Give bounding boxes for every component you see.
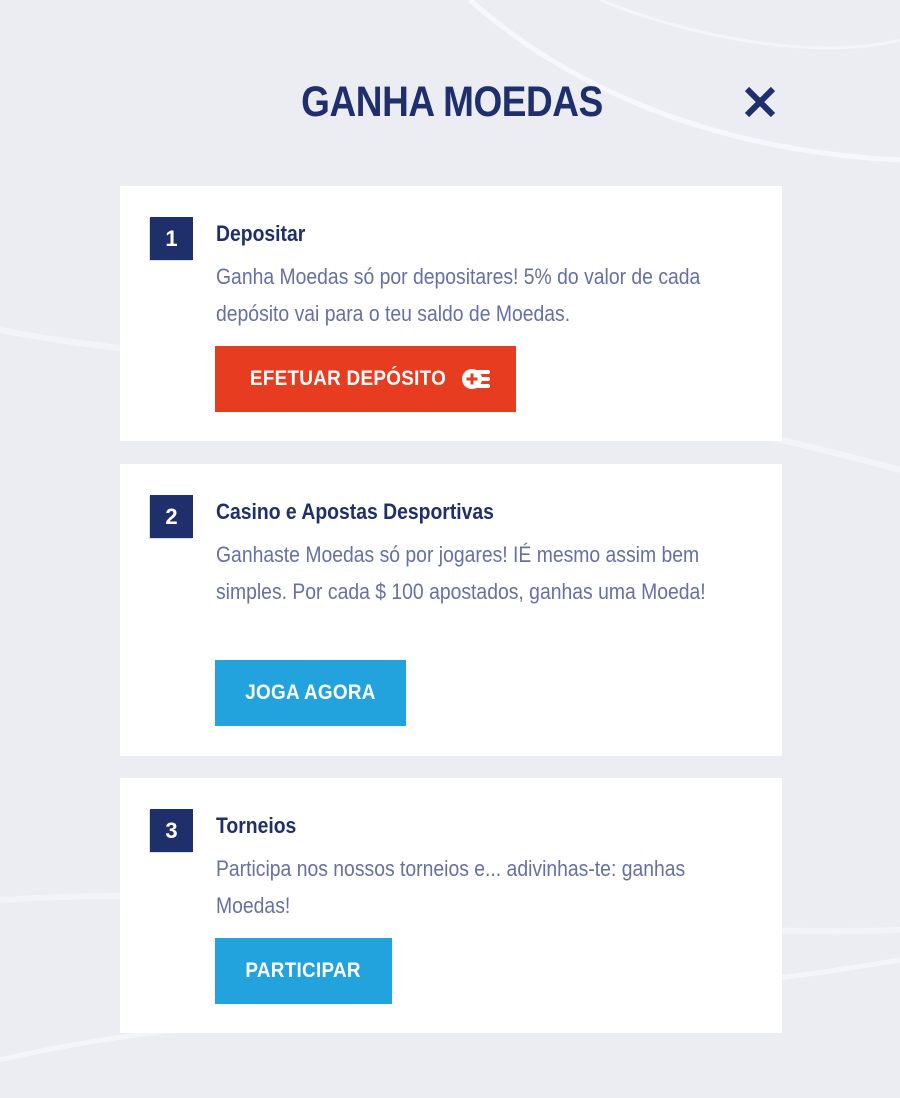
play-now-button-label: JOGA AGORA (245, 681, 376, 704)
coins-plus-icon (460, 366, 492, 392)
step-title: Casino e Apostas Desportivas (216, 499, 494, 524)
close-button[interactable] (740, 82, 780, 122)
step-description: Participa nos nossos torneios e... adivinhas-te: ganhas Moedas! (216, 856, 686, 918)
step-card-casino (120, 464, 782, 756)
step-title: Depositar (216, 221, 306, 246)
deposit-button-label: EFETUAR DEPÓSITO (249, 367, 446, 390)
modal-title: GANHA MOEDAS (301, 78, 603, 126)
play-now-button[interactable] (215, 660, 406, 726)
participate-button-label: PARTICIPAR (245, 959, 362, 982)
step-card-deposit (120, 186, 782, 441)
close-icon (740, 82, 780, 122)
step-description: Ganhaste Moedas só por jogares! IÉ mesmo assim bem simples. Por cada $ 100 apostados, ganhas uma Moeda! (216, 542, 706, 604)
step-number: 2 (150, 495, 193, 538)
step-title: Torneios (216, 813, 297, 838)
step-card-tournaments (120, 778, 782, 1033)
deposit-button[interactable] (215, 346, 516, 412)
step-number: 3 (150, 809, 193, 852)
step-description: Ganha Moedas só por depositares! 5% do valor de cada depósito vai para o teu saldo de Moedas. (216, 264, 701, 326)
participate-button[interactable] (215, 938, 392, 1004)
step-number: 1 (150, 217, 193, 260)
